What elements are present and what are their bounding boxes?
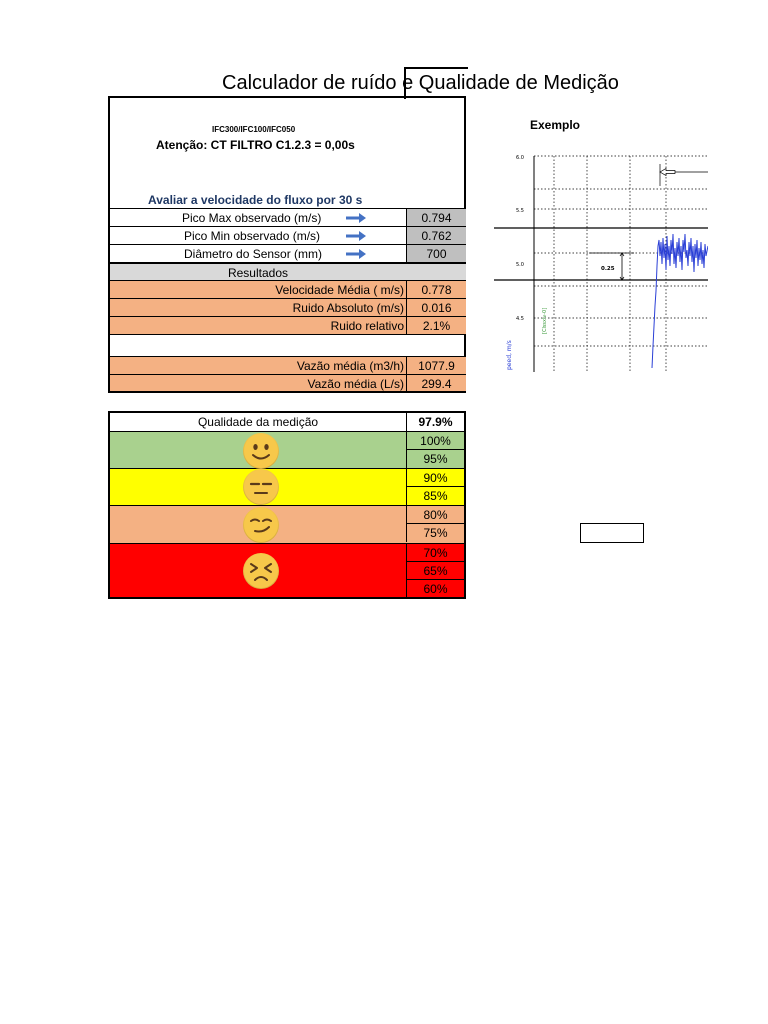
quality-value: 97.9%: [406, 413, 464, 431]
signal-trace: [652, 234, 708, 368]
y-tick-label: 4.5: [516, 316, 524, 322]
empty-cell-box: [580, 523, 644, 543]
right-arrow-icon: [346, 231, 366, 241]
spacer-row: [110, 334, 466, 356]
quality-level: 75%: [406, 524, 464, 542]
example-label: Exemplo: [530, 118, 581, 132]
results-header: [110, 262, 466, 280]
flow-value-m3h: 1077.9: [406, 357, 466, 375]
right-arrow-icon: [346, 213, 366, 223]
example-signal-graph: [494, 146, 708, 372]
evaluate-instruction: Avaliar a velocidade do fluxo por 30 s: [148, 193, 363, 207]
quality-table: [108, 411, 466, 599]
annotation-label: 0.25: [601, 266, 615, 272]
right-arrow-icon: [346, 249, 366, 259]
quality-level: 85%: [406, 487, 464, 505]
flow-row-m3h: [110, 356, 466, 374]
input-value-pico-max[interactable]: 0.794: [406, 209, 466, 227]
persevering-face-icon: [243, 553, 279, 589]
input-row-diameter: [110, 244, 466, 262]
input-label: Pico Min observado (m/s): [184, 229, 321, 243]
quality-label: Qualidade da medição: [197, 415, 319, 429]
quality-band-red: [110, 544, 464, 597]
result-label: Ruido relativo: [330, 319, 404, 333]
result-row-abs-noise: [110, 298, 466, 316]
flow-label: Vazão média (m3/h): [296, 359, 404, 373]
y-axis-label-secondary: [Clssxlv-0]: [542, 307, 548, 334]
input-row-pico-min: [110, 226, 466, 244]
quality-level: 80%: [406, 506, 464, 524]
y-tick-label: 5.5: [516, 208, 524, 214]
title-cell-border: [404, 67, 468, 99]
calculator-panel: [108, 96, 466, 393]
result-row-rel-noise: [110, 316, 466, 334]
models-label: IFC300/IFC100/IFC050: [212, 125, 296, 134]
quality-band-green: [110, 432, 464, 469]
y-axis-label: peed, m/s: [506, 340, 513, 370]
flow-label: Vazão média (L/s): [307, 377, 404, 391]
input-label: Diâmetro do Sensor (mm): [184, 247, 323, 261]
result-value-abs-noise: 0.016: [406, 299, 466, 317]
input-value-diameter[interactable]: 700: [406, 245, 466, 263]
quality-band-orange: [110, 506, 464, 544]
y-tick-label: 5.0: [516, 262, 524, 268]
result-value-velocity: 0.778: [406, 281, 466, 299]
input-value-pico-min[interactable]: 0.762: [406, 227, 466, 245]
quality-level: 95%: [406, 450, 464, 468]
smiling-face-icon: [243, 433, 279, 469]
page-title: Calculador de ruído e Qualidade de Medição: [222, 72, 619, 94]
smirking-face-icon: [243, 507, 279, 543]
input-label: Pico Max observado (m/s): [182, 211, 322, 225]
result-label: Ruido Absoluto (m/s): [292, 301, 404, 315]
y-tick-label: 6.0: [516, 155, 524, 161]
quality-level: 100%: [406, 432, 464, 450]
result-label: Velocidade Média ( m/s): [275, 283, 404, 297]
flow-row-ls: [110, 374, 466, 391]
results-header-label: Resultados: [227, 266, 289, 280]
quality-header: [110, 413, 464, 432]
quality-level: 90%: [406, 469, 464, 487]
neutral-face-icon: [243, 469, 279, 505]
result-row-velocity: [110, 280, 466, 298]
quality-band-yellow: [110, 469, 464, 506]
result-value-rel-noise: 2.1%: [406, 317, 466, 335]
quality-level: 60%: [406, 580, 464, 597]
quality-level: 65%: [406, 562, 464, 580]
flow-value-ls: 299.4: [406, 375, 466, 393]
attention-note: Atenção: CT FILTRO C1.2.3 = 0,00s: [156, 138, 355, 152]
quality-level: 70%: [406, 544, 464, 562]
input-row-pico-max: [110, 208, 466, 226]
annotation-arrow-icon: [660, 169, 675, 176]
